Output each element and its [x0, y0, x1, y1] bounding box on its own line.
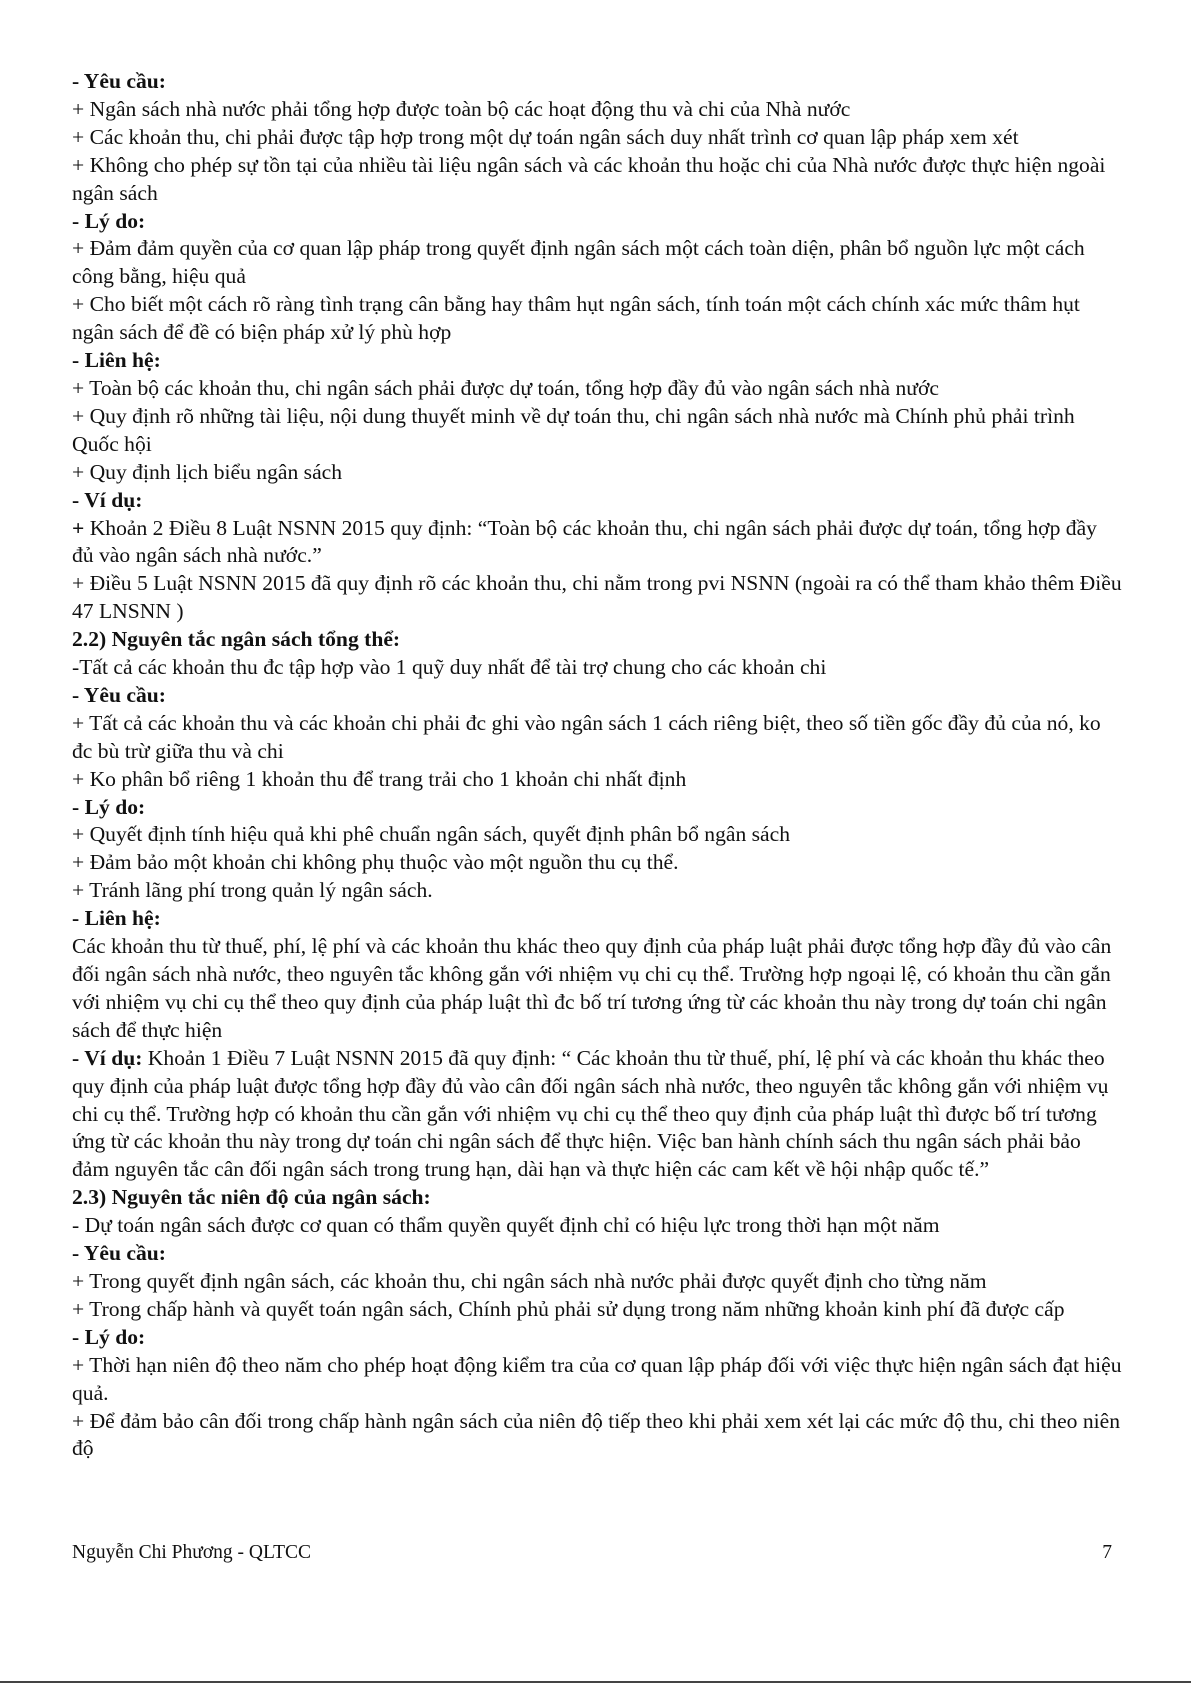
paragraph-text: + Đảm đảm quyền của cơ quan lập pháp trong quyết định ngân sách một cách toàn diện, phân bổ nguồn lực một cách công bằng, hiệu quả [72, 236, 1085, 289]
paragraph [72, 1212, 1122, 1240]
paragraph-text: + Tất cả các khoản thu và các khoản chi phải đc ghi vào ngân sách 1 cách riêng biệt, theo số tiền gốc đầy đủ của nó, ko đc bù trừ giữa thu và chi [72, 710, 1101, 763]
document-body [72, 68, 1122, 1463]
paragraph-text: + Quy định lịch biểu ngân sách [72, 459, 343, 484]
paragraph [72, 375, 1122, 403]
paragraph-label: 2.2) Nguyên tắc ngân sách tổng thể: [72, 627, 401, 652]
paragraph [72, 1408, 1122, 1464]
paragraph-label: - Yêu cầu: [72, 682, 166, 707]
paragraph [72, 794, 1122, 822]
paragraph-text: Các khoản thu từ thuế, phí, lệ phí và các khoản thu khác theo quy định của pháp luật phải được tổng hợp đầy đủ vào cân đối ngân sách nhà nước, theo nguyên tắc không gắn với nhiệm vụ chi cụ thể. Trường hợp ngoại lệ, có khoản thu cần gắn với nhiệm vụ chi cụ thể theo quy định của pháp luật thì đc bố trí tương ứng từ các khoản thu này trong dự toán chi ngân sách để thực hiện [72, 934, 1112, 1042]
paragraph-text: -Tất cả các khoản thu đc tập hợp vào 1 quỹ duy nhất để tài trợ chung cho các khoản chi [72, 655, 827, 680]
paragraph [72, 1184, 1122, 1212]
paragraph-label: - Yêu cầu: [72, 69, 166, 93]
paragraph [72, 152, 1122, 208]
paragraph [72, 710, 1122, 766]
paragraph-text: + Toàn bộ các khoản thu, chi ngân sách phải được dự toán, tổng hợp đầy đủ vào ngân sách nhà nước [72, 375, 939, 400]
paragraph [72, 235, 1122, 291]
paragraph [72, 347, 1122, 375]
paragraph-text: Khoản 2 Điều 8 Luật NSNN 2015 quy định: “Toàn bộ các khoản thu, chi ngân sách phải được dự toán, tổng hợp đầy đủ vào ngân sách nhà nước.” [72, 515, 1097, 568]
paragraph [72, 96, 1122, 124]
paragraph [72, 1352, 1122, 1408]
paragraph [72, 933, 1122, 1045]
page-footer [72, 1542, 1112, 1564]
paragraph-label: + [72, 515, 85, 540]
paragraph-label: - Lý do: [72, 1324, 146, 1349]
paragraph [72, 682, 1122, 710]
paragraph-label: - Yêu cầu: [72, 1241, 166, 1266]
paragraph [72, 459, 1122, 487]
paragraph [72, 1296, 1122, 1324]
paragraph [72, 905, 1122, 933]
paragraph-label: - Ví dụ: [72, 487, 143, 512]
paragraph-text: + Tránh lãng phí trong quản lý ngân sách. [72, 878, 433, 903]
paragraph [72, 1045, 1122, 1185]
paragraph-text: + Không cho phép sự tồn tại của nhiều tài liệu ngân sách và các khoản thu hoặc chi của Nhà nước được thực hiện ngoài ngân sách [72, 152, 1106, 205]
paragraph-text: + Cho biết một cách rõ ràng tình trạng cân bằng hay thâm hụt ngân sách, tính toán một cách chính xác mức thâm hụt ngân sách để đề có biện pháp xử lý phù hợp [72, 292, 1080, 345]
paragraph-label: - Ví dụ: [72, 1045, 143, 1070]
paragraph [72, 124, 1122, 152]
paragraph [72, 515, 1122, 571]
paragraph-text: + Ngân sách nhà nước phải tổng hợp được toàn bộ các hoạt động thu và chi của Nhà nước [72, 96, 851, 121]
paragraph [72, 626, 1122, 654]
paragraph [72, 1324, 1122, 1352]
paragraph [72, 570, 1122, 626]
paragraph [72, 487, 1122, 515]
paragraph [72, 849, 1122, 877]
paragraph-text: + Trong chấp hành và quyết toán ngân sách, Chính phủ phải sử dụng trong năm những khoản kinh phí đã được cấp [72, 1296, 1065, 1321]
paragraph-text: + Điều 5 Luật NSNN 2015 đã quy định rõ các khoản thu, chi nằm trong pvi NSNN (ngoài ra có thể tham khảo thêm Điều 47 LNSNN ) [72, 571, 1122, 624]
paragraph-label: 2.3) Nguyên tắc niên độ của ngân sách: [72, 1185, 431, 1210]
paragraph [72, 654, 1122, 682]
paragraph-text: + Ko phân bổ riêng 1 khoản thu để trang trải cho 1 khoản chi nhất định [72, 766, 687, 791]
paragraph [72, 403, 1122, 459]
paragraph [72, 821, 1122, 849]
paragraph-text: - Dự toán ngân sách được cơ quan có thẩm quyền quyết định chỉ có hiệu lực trong thời hạn một năm [72, 1213, 940, 1238]
paragraph-label: - Lý do: [72, 208, 146, 233]
paragraph [72, 877, 1122, 905]
paragraph [72, 208, 1122, 236]
paragraph [72, 766, 1122, 794]
paragraph-text: + Trong quyết định ngân sách, các khoản thu, chi ngân sách nhà nước phải được quyết định cho từng năm [72, 1268, 987, 1293]
paragraph-text: Khoản 1 Điều 7 Luật NSNN 2015 đã quy định: “ Các khoản thu từ thuế, phí, lệ phí và các khoản thu khác theo quy định của pháp luật được tổng hợp đầy đủ vào cân đối ngân sách nhà nước, theo nguyên tắc không gắn với nhiệm vụ chi cụ thể. Trường hợp có khoản thu cần gắn với nhiệm vụ chi cụ thể theo quy định của pháp luật thì được bố trí tương ứng từ các khoản thu này trong dự toán chi ngân sách để thực hiện. Việc ban hành chính sách thu ngân sách phải bảo đảm nguyên tắc cân đối ngân sách trong trung hạn, dài hạn và thực hiện các cam kết về hội nhập quốc tế.” [72, 1045, 1109, 1182]
paragraph-text: + Để đảm bảo cân đối trong chấp hành ngân sách của niên độ tiếp theo khi phải xem xét lại các mức độ thu, chi theo niên độ [72, 1408, 1121, 1461]
paragraph [72, 291, 1122, 347]
paragraph-text: + Quyết định tính hiệu quả khi phê chuẩn ngân sách, quyết định phân bổ ngân sách [72, 822, 791, 847]
paragraph [72, 1240, 1122, 1268]
paragraph-text: + Thời hạn niên độ theo năm cho phép hoạt động kiểm tra của cơ quan lập pháp đối với việc thực hiện ngân sách đạt hiệu quả. [72, 1352, 1122, 1405]
paragraph-text: + Quy định rõ những tài liệu, nội dung thuyết minh về dự toán thu, chi ngân sách nhà nước mà Chính phủ phải trình Quốc hội [72, 403, 1075, 456]
paragraph-label: - Lý do: [72, 794, 146, 819]
page-number: 7 [1102, 1542, 1112, 1563]
footer-author: Nguyễn Chi Phương - QLTCC [72, 1542, 312, 1563]
paragraph-text: + Đảm bảo một khoản chi không phụ thuộc vào một nguồn thu cụ thể. [72, 850, 679, 875]
paragraph [72, 68, 1122, 96]
paragraph-text: + Các khoản thu, chi phải được tập hợp trong một dự toán ngân sách duy nhất trình cơ quan lập pháp xem xét [72, 124, 1019, 149]
paragraph-label: - Liên hệ: [72, 906, 161, 931]
paragraph-label: - Liên hệ: [72, 348, 161, 373]
paragraph [72, 1268, 1122, 1296]
bottom-divider [0, 1681, 1191, 1683]
